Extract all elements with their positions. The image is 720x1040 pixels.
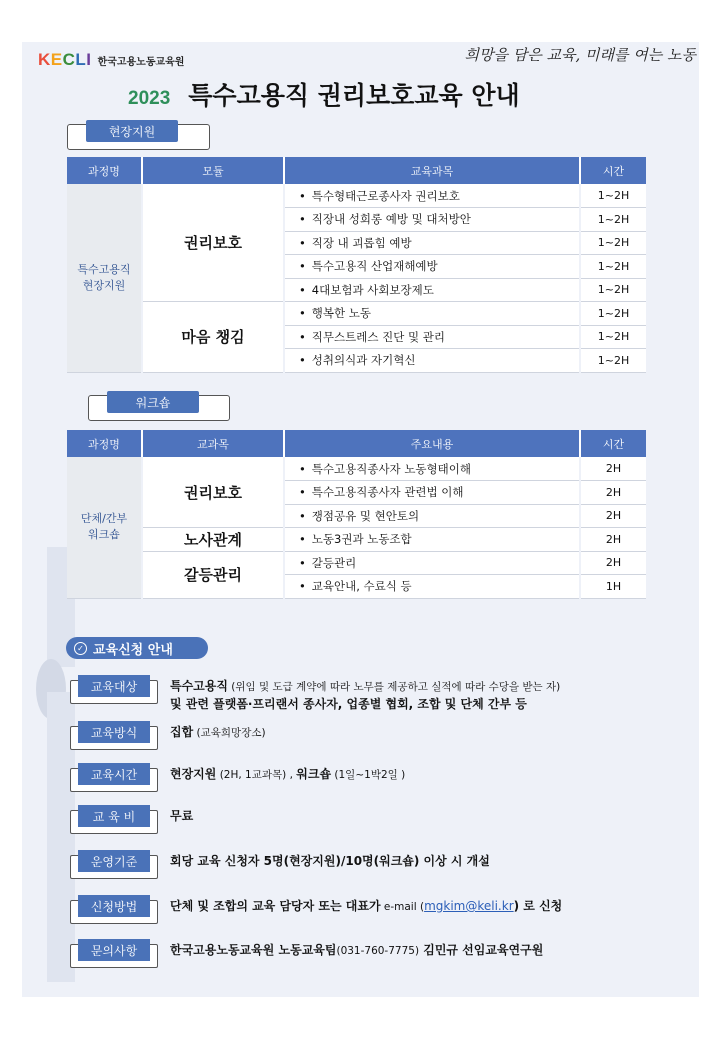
column-header: 모듈: [142, 157, 284, 184]
module-name: 권리보호: [142, 184, 284, 302]
info-value: 특수고용직 (위임 및 도급 계약에 따라 노무를 제공하고 실적에 따라 수당을 받는 자) 및 관련 플랫폼·프리랜서 종사자, 업종별 협회, 조합 및 단체 간부 등: [170, 679, 561, 711]
time-cell: 2H: [580, 457, 646, 481]
subject-cell: • 교육안내, 수료식 등: [284, 575, 580, 599]
time-cell: 1~2H: [580, 231, 646, 255]
info-value: 회당 교육 신청자 5명(현장지원)/10명(워크숍) 이상 시 개설: [170, 854, 490, 868]
year: 2023: [128, 88, 171, 109]
time-cell: 1~2H: [580, 302, 646, 326]
info-value: 단체 및 조합의 교육 담당자 또는 대표가 e-mail (mgkim@keli.kr) 로 신청: [170, 899, 563, 913]
section-tab-label: 현장지원: [86, 120, 178, 142]
time-cell: 1~2H: [580, 255, 646, 279]
time-cell: 1~2H: [580, 349, 646, 373]
email-link[interactable]: mgkim@keli.kr: [424, 899, 514, 913]
slogan: 희망을 담은 교육, 미래를 여는 노동: [464, 46, 696, 64]
column-header: 교과목: [142, 430, 284, 457]
section-tab-workshop: [88, 395, 230, 421]
info-label: 문의사항: [70, 942, 160, 964]
column-header: 과정명: [67, 157, 142, 184]
check-circle-icon: ✓: [74, 642, 87, 655]
apply-info-row: [70, 766, 405, 788]
subject-cell: • 노동3권과 노동조합: [284, 528, 580, 552]
section-tab-label: 워크숍: [107, 391, 199, 413]
module-name: 마음 챙김: [142, 302, 284, 373]
apply-info-row: [70, 853, 490, 875]
subject-cell: • 갈등관리: [284, 551, 580, 575]
info-value: 집합 (교육희망장소): [170, 725, 266, 739]
page-title: 특수고용직 권리보호교육 안내: [188, 81, 520, 110]
info-label: 신청방법: [70, 898, 160, 920]
table-row: [67, 551, 646, 575]
logo-mark: KECLI: [38, 50, 92, 69]
column-header: 교육과목: [284, 157, 580, 184]
module-name: 권리보호: [142, 457, 284, 528]
column-header: 시간: [580, 430, 646, 457]
subject-cell: • 특수고용직종사자 노동형태이해: [284, 457, 580, 481]
subject-cell: • 행복한 노동: [284, 302, 580, 326]
time-cell: 2H: [580, 481, 646, 505]
table-row: [67, 302, 646, 326]
column-header: 주요내용: [284, 430, 580, 457]
workshop-table: [67, 430, 646, 599]
title-row: [128, 76, 520, 112]
info-value: 무료: [170, 809, 194, 823]
apply-heading-text: 교육신청 안내: [93, 642, 173, 658]
apply-info-row: [70, 808, 193, 830]
field-support-table: [67, 157, 646, 373]
apply-info-row: [70, 942, 543, 964]
subject-cell: • 쟁점공유 및 현안토의: [284, 504, 580, 528]
time-cell: 1H: [580, 575, 646, 599]
time-cell: 1~2H: [580, 208, 646, 232]
info-label: 교육시간: [70, 766, 160, 788]
time-cell: 1~2H: [580, 278, 646, 302]
column-header: 시간: [580, 157, 646, 184]
column-header: 과정명: [67, 430, 142, 457]
info-label: 교육대상: [70, 678, 160, 700]
time-cell: 2H: [580, 551, 646, 575]
module-name: 노사관계: [142, 528, 284, 552]
course-name: 단체/간부 워크숍: [67, 457, 142, 598]
course-name: 특수고용직 현장지원: [67, 184, 142, 372]
time-cell: 1~2H: [580, 184, 646, 208]
module-name: 갈등관리: [142, 551, 284, 598]
subject-cell: • 직장 내 괴롭힘 예방: [284, 231, 580, 255]
subject-cell: • 특수고용직 산업재해예방: [284, 255, 580, 279]
table-row: [67, 528, 646, 552]
time-cell: 2H: [580, 504, 646, 528]
subject-cell: • 직장내 성희롱 예방 및 대처방안: [284, 208, 580, 232]
apply-info-row: [70, 724, 266, 746]
apply-heading: [66, 637, 208, 659]
time-cell: 2H: [580, 528, 646, 552]
subject-cell: • 4대보험과 사회보장제도: [284, 278, 580, 302]
logo-text: 한국고용노동교육원: [97, 56, 185, 68]
subject-cell: • 직무스트레스 진단 및 관리: [284, 325, 580, 349]
info-label: 운영기준: [70, 853, 160, 875]
table-row: [67, 184, 646, 208]
info-label: 교육방식: [70, 724, 160, 746]
keli-logo: [38, 50, 184, 70]
apply-info-row: [70, 898, 562, 920]
info-value: 현장지원 (2H, 1교과목) , 워크숍 (1일~1박2일 ): [170, 767, 406, 781]
table-row: [67, 457, 646, 481]
subject-cell: • 성취의식과 자기혁신: [284, 349, 580, 373]
subject-cell: • 특수고용직종사자 관련법 이해: [284, 481, 580, 505]
info-label: 교 육 비: [70, 808, 160, 830]
time-cell: 1~2H: [580, 325, 646, 349]
apply-info-row: [70, 678, 560, 713]
section-tab-field: [67, 124, 210, 150]
subject-cell: • 특수형태근로종사자 권리보호: [284, 184, 580, 208]
info-value: 한국고용노동교육원 노동교육팀(031-760-7775) 김민규 선임교육연구원: [170, 943, 544, 957]
